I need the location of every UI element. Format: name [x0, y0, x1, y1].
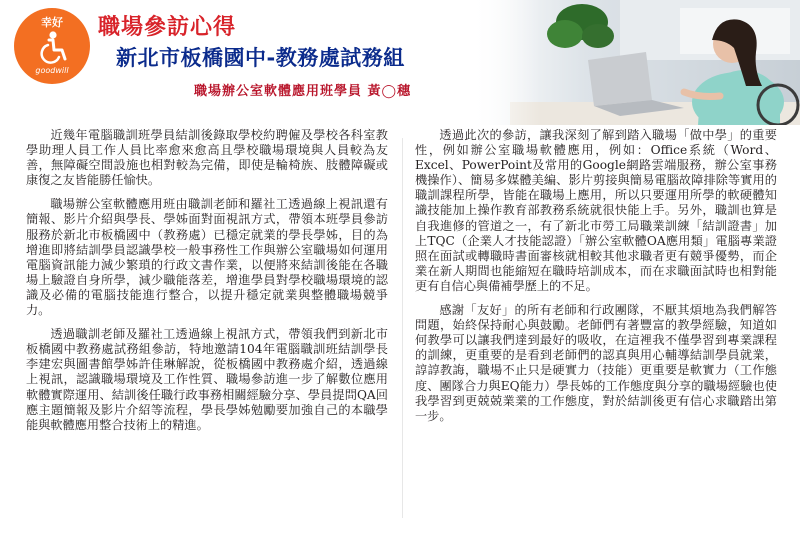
- goodwill-logo: [14, 8, 90, 84]
- article-header: [0, 0, 800, 118]
- column-divider: [402, 138, 403, 518]
- paragraph: 近幾年電腦職訓班學員結訓後錄取學校約聘僱及學校各科室教學助理人員工作人員比率愈來愈高且學校職場環境與人員較為友善，無障礙空間設施也相對較為完備，即使是輪椅族、肢體障礙或康復之友皆能勝任愉快。: [26, 128, 388, 188]
- paragraph: 透過此次的參訪，讓我深刻了解到踏入職場「做中學」的重要性，例如辦公室職場軟體應用，例如：Office系統（Word、Excel、PowerPoint及常用的Google網路雲端服務，辦公室事務機操作）、簡易多媒體美編、影片剪接與簡易電腦故障排除等實用的職訓課程所學，皆能在職場上應用，所以只要運用所學的軟硬體知識技能加上操作教育部教務系統就很快能上手。另外，職訓也算是自我進修的管道之一，有了新北市勞工局職業訓練「結訓證書」加上TQC（企業人才技能認證）「辦公室軟體OA應用類」電腦專業證照在面試或轉職時書面審核就相較其他求職者更有競爭優勢，而企業在新人期間也能縮短在職時培訓成本，而在求職面試時也相對能更有自信心與備補學歷上的不足。: [415, 128, 777, 293]
- logo-text-bottom: goodwill: [35, 66, 69, 75]
- paragraph: 職場辦公室軟體應用班由職訓老師和羅社工透過線上視訊還有簡報、影片介紹與學長、學姊面對面視訊方式，帶領本班學員參訪服務於新北市板橋國中（教務處）已穩定就業的學長學姊，目的為增進即將結訓學員認識學校一般事務性工作與辦公室職場如何運用電腦資訊能力減少繁瑣的行政文書作業，以便將來結訓後能在各職場上驗證自身所學，減少職能落差，增進學員對學校職場環境的認識及必備的電腦技能進行整合，以提升穩定就業與整體職場競爭力。: [26, 197, 388, 318]
- right-column: [415, 128, 777, 433]
- paragraph: 透過職訓老師及羅社工透過線上視訊方式，帶領我們到新北市板橋國中教務處試務組參訪，特地邀請104年電腦職訓班結訓學長李建宏與圖書館學姊許佳琳解說，從板橋國中教務處介紹，透過線上視訊，認識職場環境及工作性質、職場參訪進一步了解數位應用軟體實際運用、結訓後任職行政事務相關經驗分享、學員提問QA回應主題簡報及影片介紹等流程，學長學姊勉勵要加強自己的本職學能與軟體應用整合技術上的精進。: [26, 327, 388, 432]
- wheelchair-icon: [36, 30, 70, 64]
- article-body: [0, 118, 800, 535]
- page-title: 職場參訪心得: [98, 15, 237, 40]
- page-subtitle: 新北市板橋國中-教務處試務組: [116, 46, 405, 70]
- author-byline: 職場辦公室軟體應用班學員 黃◯穗: [194, 84, 412, 99]
- logo-text-top: 幸好: [41, 16, 63, 29]
- left-column: [26, 128, 388, 442]
- header-photo: [470, 0, 800, 125]
- paragraph: 感謝「友好」的所有老師和行政團隊，不厭其煩地為我們解答問題，始終保持耐心與鼓勵。老師們有著豐富的教學經驗，知道如何教學可以讓我們達到最好的吸收，在這裡我不僅學習到專業課程的訓練，更重要的是看到老師們的認真與用心輔導結訓學員就業，諄諄教誨，職場不止只是硬實力（技能）更重要是軟實力（工作態度、團隊合力與EQ能力）學長姊的工作態度與分享的職場經驗也使我學習到更兢兢業業的工作態度，對於結訓後更有信心求職踏出第一步。: [415, 303, 777, 423]
